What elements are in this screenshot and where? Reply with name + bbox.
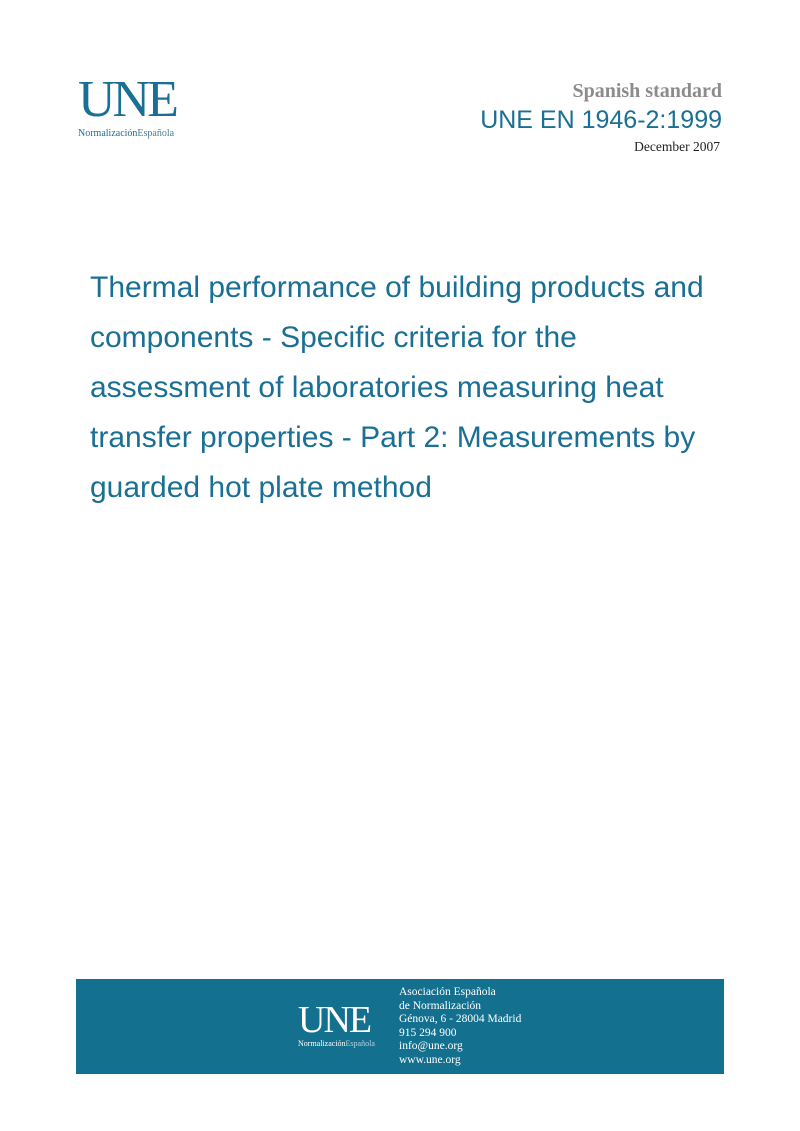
- footer-logo-subtitle: [298, 1039, 408, 1048]
- document-title: Thermal performance of building products and components - Specific criteria for the assessment of laboratories measuring heat transfer properties - Part 2: Measurements by guarded hot plate method: [90, 271, 704, 504]
- issue-date: December 2007: [634, 139, 720, 154]
- standard-code: UNE EN 1946-2:1999: [480, 106, 722, 134]
- footer-bar: [76, 979, 724, 1074]
- org-name-line2: de Normalización: [399, 999, 482, 1012]
- footer-une-logo: [298, 999, 408, 1048]
- logo-subtitle-b: Española: [137, 128, 175, 139]
- contact-block: [399, 986, 521, 1068]
- footer-logo-subtitle-b: Española: [345, 1039, 375, 1048]
- org-address: Génova, 6 - 28004 Madrid: [399, 1013, 522, 1026]
- org-website-link[interactable]: www.une.org: [399, 1053, 461, 1066]
- logo-subtitle: [78, 128, 218, 139]
- org-phone: 915 294 900: [399, 1026, 457, 1039]
- standard-kicker: Spanish standard: [572, 80, 722, 102]
- logo-subtitle-a: Normalización: [78, 128, 138, 139]
- standard-header: [480, 80, 722, 156]
- org-name-line1: Asociación Española: [399, 986, 496, 998]
- org-email-link[interactable]: info@une.org: [399, 1040, 463, 1053]
- une-logo: [78, 71, 218, 146]
- footer-logo-wordmark: UNE: [298, 999, 371, 1041]
- logo-wordmark: UNE: [78, 71, 176, 128]
- footer-logo-subtitle-a: Normalización: [298, 1039, 346, 1048]
